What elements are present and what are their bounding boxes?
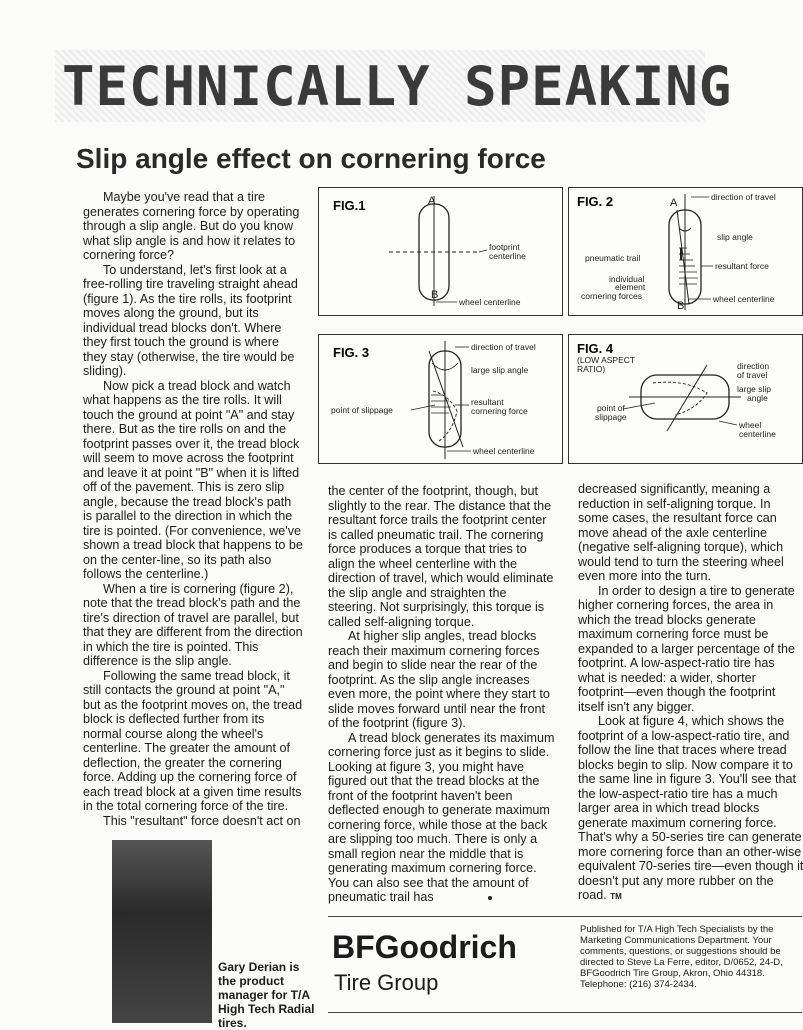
footprint-label-1: footprint: [489, 242, 520, 252]
paragraph: [578, 714, 803, 905]
fig4-title: FIG. 4: [577, 341, 614, 356]
wheel-label-1: wheel: [739, 420, 762, 430]
resultant-label-2: cornering force: [471, 406, 528, 416]
paragraph: At higher slip angles, tread blocks reach their maximum cornering forces and begin to slide near the rear of the footprint. As the slip angle increases even more, the point where they start to slide moves forward until near the front of the footprint (figure 3).: [328, 629, 550, 730]
leader-line: [719, 421, 737, 425]
photo-caption: Gary Derian is the product manager for T/A High Tech Radial tires.: [218, 960, 315, 1030]
paragraph: Following the same tread block, it still contacts the ground at point "A," but as the footprint moves on, the tread block is deflected further from its normal course along the wheel's centerline. The greater the amount of deflection, the greater the cornering force. Adding up the cornering force of each tread block at a given time results in the total cornering force of the tire.: [83, 668, 303, 813]
footer-rule-top: [328, 916, 802, 917]
paragraph: To understand, let's first look at a free-rolling tire traveling straight ahead (figure 1). As the tire rolls, its footprint moves along the ground, but its individual tread blocks don't. Where they first touch the ground is where they stay (otherwise, the tire would be sliding).: [83, 262, 298, 378]
leader-line: [623, 403, 655, 409]
paragraph-text: Look at figure 4, which shows the footprint of a low-aspect-ratio tire, and follow the line that traces where tread blocks begin to slip. Now compare it to the same line in figure 3. You'll see that the low-aspect-ratio tire has a much larger area in which tread blocks generate maximum cornering force. That's why a 50-series tire can generate more cornering force than an other-wise equivalent 70-series tire—even though it doesn't put any more rubber on the road.: [578, 714, 803, 902]
portrait-photo: [112, 840, 212, 1023]
separator-dot: [488, 896, 492, 900]
point-a-label: A: [428, 195, 436, 207]
footer-rule-bottom: [328, 1012, 802, 1013]
figure-1: [318, 187, 563, 316]
end-mark: TM: [610, 892, 622, 901]
figure-2-diagram: [569, 188, 802, 315]
paragraph: Maybe you've read that a tire generates cornering force by operating through a slip angle. But do you know what slip angle is and how it relates to cornering force?: [83, 190, 300, 262]
article-headline: Slip angle effect on cornering force: [76, 143, 546, 174]
point-b-label: B: [677, 300, 685, 312]
individual-label-1: individual: [609, 274, 645, 284]
point-a-label: A: [670, 197, 678, 209]
column-1: [83, 190, 303, 828]
tire-group-label: Tire Group: [334, 970, 439, 995]
column-3: [578, 482, 803, 905]
direction-label: direction of travel: [711, 192, 776, 202]
figure-3: [318, 334, 563, 464]
paragraph: When a tire is cornering (figure 2), note that the tread block's path and the tire's direction of travel are parallel, but that they are different from the direction in which the tire is pointed. This difference is the slip angle.: [83, 581, 303, 668]
paragraph: In order to design a tire to generate higher cornering forces, the area in which the tread blocks generate maximum cornering force must be expanded to a larger percentage of the footprint. A low-aspect-ratio tire has what is needed: a wider, shorter footprint—even though the footprint itself isn't any bigger.: [578, 583, 796, 714]
large-slip-label-1: large slip: [737, 384, 772, 394]
individual-label-3: cornering forces: [581, 291, 642, 301]
slippage-label: point of slippage: [331, 405, 393, 415]
large-slip-label: large slip angle: [471, 365, 529, 375]
large-slip-label-2: angle: [747, 393, 768, 403]
bfgoodrich-logo: BFGoodrich: [332, 929, 517, 965]
leader-line: [479, 250, 487, 252]
figure-3-diagram: [319, 335, 562, 463]
paragraph: A tread block generates its maximum cornering force just as it begins to slide. Looking at figure 3, you might have figured out that the tread blocks at the front of the footprint haven't been deflected enough to generate maximum cornering force, while those at the back are slipping too much. There is only a small region near the middle that is generating maximum cornering force. You can also see that the amount of pneumatic trail has: [328, 730, 555, 904]
wheel-centerline-label: wheel centerline: [713, 294, 775, 304]
direction-label-1: direction: [737, 361, 770, 371]
fig3-title: FIG. 3: [333, 345, 370, 360]
publisher-note: Published for T/A High Tech Specialists by the Marketing Communications Department. Your comments, questions, or suggestions should be directed to Steve La Ferre, editor, D/0652, 24-D, BFGoodrich Tire Group, Akron, Ohio 44318. Telephone: (216) 374-2434.: [580, 924, 783, 990]
resultant-label-1: resultant: [471, 397, 504, 407]
footprint-label-2: centerline: [489, 251, 526, 261]
figure-4-diagram: [569, 335, 802, 463]
paragraph: decreased significantly, meaning a reduction in self-aligning torque. In some cases, the resultant force can move ahead of the axle centerline (negative self-aligning torque), which would tend to turn the steering wheel even more into the turn.: [578, 482, 784, 583]
direction-label: direction of travel: [471, 342, 536, 352]
fig2-title: FIG. 2: [577, 194, 614, 209]
fig4-subtitle-1: (LOW ASPECT: [577, 355, 636, 365]
individual-label-2: element: [615, 282, 646, 292]
wheel-label-2: centerline: [739, 429, 776, 439]
paragraph: This "resultant" force doesn't act on: [103, 813, 301, 828]
fig1-title: FIG.1: [333, 198, 366, 213]
point-b-label: B: [431, 289, 439, 301]
paragraph: the center of the footprint, though, but slightly to the rear. The distance that the resultant force trails the footprint center is called pneumatic trail. The cornering force produces a torque that tries to align the wheel centerline with the direction of travel, which would eliminate the slip angle and straighten the steering. Not surprisingly, this torque is called self-aligning torque.: [328, 484, 554, 629]
direction-label-2: of travel: [737, 370, 768, 380]
slip-angle-label: slip angle: [717, 232, 753, 242]
direction-line: [677, 210, 689, 304]
slippage-label-2: slippage: [595, 412, 627, 422]
resultant-force-label: resultant force: [715, 261, 769, 271]
pneumatic-trail-label: pneumatic trail: [585, 253, 641, 263]
figure-1-diagram: [319, 188, 562, 315]
wheel-centerline-label: wheel centerline: [459, 297, 521, 307]
slippage-label-1: point of: [597, 403, 625, 413]
column-2: [328, 484, 556, 905]
wheel-centerline-label: wheel centerline: [473, 446, 535, 456]
leader-line: [411, 405, 435, 410]
figure-4: [568, 334, 803, 464]
paragraph: Now pick a tread block and watch what happens as the tire rolls. It will touch the ground at point "A" and stay there. But as the tire rolls on and the footprint passes over it, the tread block will seem to move across the footprint and leave it at point "B" when it is lifted off of the pavement. This is zero slip angle, because the tread block's path is parallel to the direction in which the tire is pointed. (For convenience, we've shown a tread block that happens to be on the center-line, so its path also follows the centerline.): [83, 378, 303, 581]
masthead: TECHNICALLY SPEAKING: [62, 55, 733, 118]
figure-2: [568, 187, 803, 316]
fig4-subtitle-2: RATIO): [577, 364, 606, 374]
